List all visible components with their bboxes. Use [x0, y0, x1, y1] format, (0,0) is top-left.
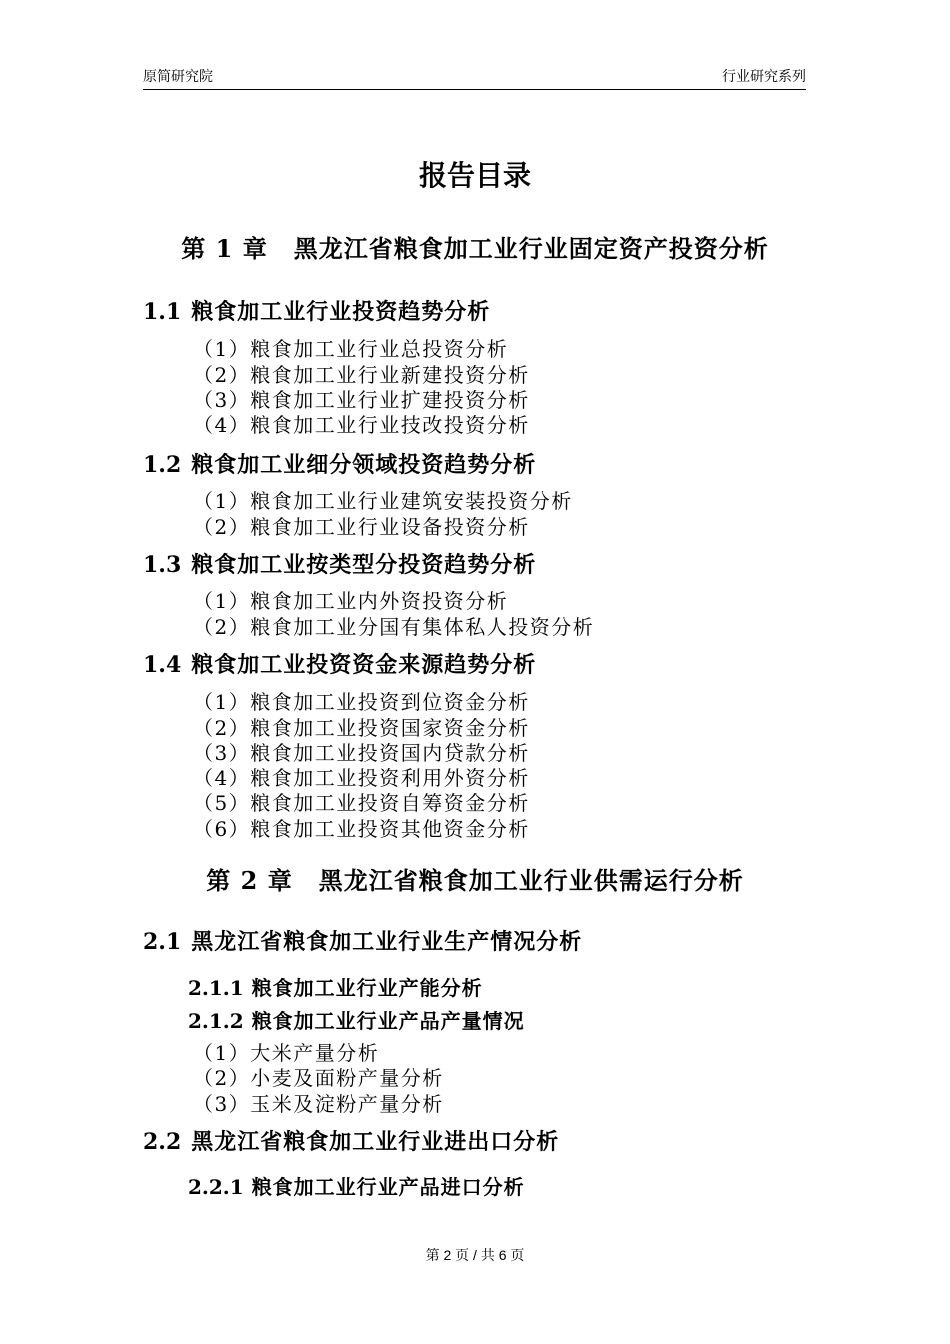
header-divider [143, 89, 806, 90]
toc-item: （4）粮食加工业投资利用外资分析 [193, 766, 530, 790]
toc-item: （4）粮食加工业行业技改投资分析 [193, 413, 530, 437]
subsection-title: 粮食加工业行业产能分析 [251, 976, 483, 1000]
toc-item: （1）大米产量分析 [193, 1041, 380, 1065]
section-number: 2.2 [143, 1129, 182, 1155]
section-number: 2.1 [143, 929, 182, 955]
toc-chapter-heading [0, 236, 950, 262]
section-title: 粮食加工业按类型分投资趋势分析 [191, 552, 537, 578]
section-number: 1.1 [143, 299, 182, 325]
section-number: 1.4 [143, 652, 182, 678]
subsection-number: 2.1.1 [188, 976, 244, 1000]
chapter-title: 黑龙江省粮食加工业行业固定资产投资分析 [293, 234, 769, 263]
toc-item: （1）粮食加工业行业建筑安装投资分析 [193, 489, 573, 513]
header-org-name: 原简研究院 [143, 68, 213, 84]
toc-section-heading [143, 553, 536, 577]
subsection-number: 2.2.1 [188, 1175, 244, 1199]
toc-item: （2）粮食加工业投资国家资金分析 [193, 716, 530, 740]
section-number: 1.2 [143, 452, 182, 478]
section-number: 1.3 [143, 552, 182, 578]
section-title: 粮食加工业行业投资趋势分析 [191, 299, 491, 325]
chapter-label: 第 1 章 [181, 234, 268, 263]
toc-subsection-heading [188, 1176, 525, 1198]
toc-section-heading [143, 453, 536, 477]
toc-item: （2）粮食加工业分国有集体私人投资分析 [193, 615, 595, 639]
toc-subsection-heading [188, 977, 483, 999]
section-title: 粮食加工业细分领域投资趋势分析 [191, 452, 537, 478]
subsection-number: 2.1.2 [188, 1009, 244, 1033]
section-title: 粮食加工业投资资金来源趋势分析 [191, 652, 537, 678]
toc-item: （2）粮食加工业行业新建投资分析 [193, 363, 530, 387]
header-series-name: 行业研究系列 [722, 68, 806, 84]
toc-section-heading [143, 930, 582, 954]
toc-item: （3）玉米及淀粉产量分析 [193, 1092, 444, 1116]
section-title: 黑龙江省粮食加工业行业生产情况分析 [191, 929, 583, 955]
subsection-title: 粮食加工业行业产品进口分析 [251, 1175, 525, 1199]
toc-item: （3）粮食加工业行业扩建投资分析 [193, 388, 530, 412]
section-title: 黑龙江省粮食加工业行业进出口分析 [191, 1129, 560, 1155]
chapter-title: 黑龙江省粮食加工业行业供需运行分析 [318, 866, 744, 895]
toc-item: （6）粮食加工业投资其他资金分析 [193, 817, 530, 841]
toc-item: （2）粮食加工业行业设备投资分析 [193, 515, 530, 539]
toc-subsection-heading [188, 1010, 525, 1032]
subsection-title: 粮食加工业行业产品产量情况 [251, 1009, 525, 1033]
toc-item: （3）粮食加工业投资国内贷款分析 [193, 741, 530, 765]
toc-item: （2）小麦及面粉产量分析 [193, 1066, 444, 1090]
toc-section-heading [143, 1130, 559, 1154]
toc-section-heading [143, 300, 490, 324]
toc-section-heading [143, 653, 536, 677]
toc-chapter-heading [0, 868, 950, 894]
toc-item: （1）粮食加工业投资到位资金分析 [193, 690, 530, 714]
toc-item: （5）粮食加工业投资自筹资金分析 [193, 791, 530, 815]
page-title: 报告目录 [418, 159, 531, 192]
chapter-label: 第 2 章 [206, 866, 293, 895]
page-number: 第 2 页 / 共 6 页 [425, 1247, 525, 1263]
toc-item: （1）粮食加工业行业总投资分析 [193, 337, 509, 361]
toc-item: （1）粮食加工业内外资投资分析 [193, 589, 509, 613]
